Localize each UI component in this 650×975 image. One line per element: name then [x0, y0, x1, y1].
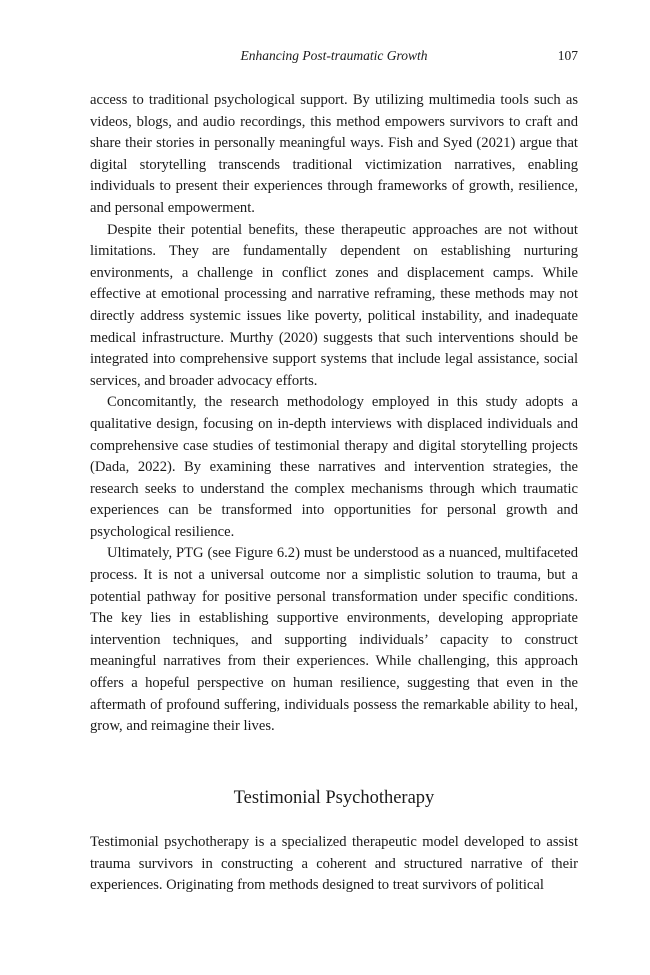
paragraph-limitations: Despite their potential benefits, these therapeutic approaches are not without limitations. They are fundamentally dependent on establishing nurturing environments, a challenge in conflict zones and displacement camps. While effective at emotional processing and narrative reframing, these methods may not directly address systemic issues like poverty, political instability, and inadequate medical infrastructure. Murthy (2020) suggests that such interventions should be integrated into comprehensive support systems that include legal assistance, social services, and broader advocacy efforts. — [90, 221, 578, 389]
paragraph-methodology: Concomitantly, the research methodology employed in this study adopts a qualitative design, focusing on in-depth interviews with displaced individuals and comprehensive case studies of testimonial therapy and digital storytelling projects (Dada, 2022). By examining these narratives and intervention strategies, the research seeks to understand the complex mechanisms through which traumatic experiences can be transformed into opportunities for personal growth and psychological resilience. — [90, 394, 578, 540]
paragraph-continued: access to traditional psychological support. By utilizing multimedia tools such as videos, blogs, and audio recordings, this method empowers survivors to craft and share their stories in personally meaningful ways. Fish and Syed (2021) argue that digital storytelling transcends traditional victimization narratives, enabling individuals to present their experiences through frameworks of growth, resilience, and personal empowerment. — [90, 92, 578, 216]
running-head-title: Enhancing Post-traumatic Growth — [240, 48, 428, 63]
section-body — [90, 832, 578, 897]
running-head — [90, 46, 578, 66]
paragraph-conclusion: Ultimately, PTG (see Figure 6.2) must be understood as a nuanced, multifaceted process. It is not a universal outcome nor a simplistic solution to trauma, but a potential pathway for positive personal transformation under specific conditions. The key lies in establishing supportive environments, developing appropriate intervention techniques, and supporting individuals’ capacity to construct meaningful narratives from their experiences. While challenging, this approach offers a hopeful perspective on human resilience, suggesting that even in the aftermath of profound suffering, individuals possess the remarkable ability to heal, grow, and reimagine their lives. — [90, 545, 578, 735]
page-number: 107 — [557, 48, 578, 63]
section-heading: Testimonial Psychotherapy — [233, 788, 435, 808]
paragraph-testimonial-intro: Testimonial psychotherapy is a specialized therapeutic model developed to assist trauma survivors in constructing a coherent and structured narrative of their experiences. Originating from methods designed to treat survivors of political — [90, 834, 578, 894]
body-text — [90, 90, 578, 738]
